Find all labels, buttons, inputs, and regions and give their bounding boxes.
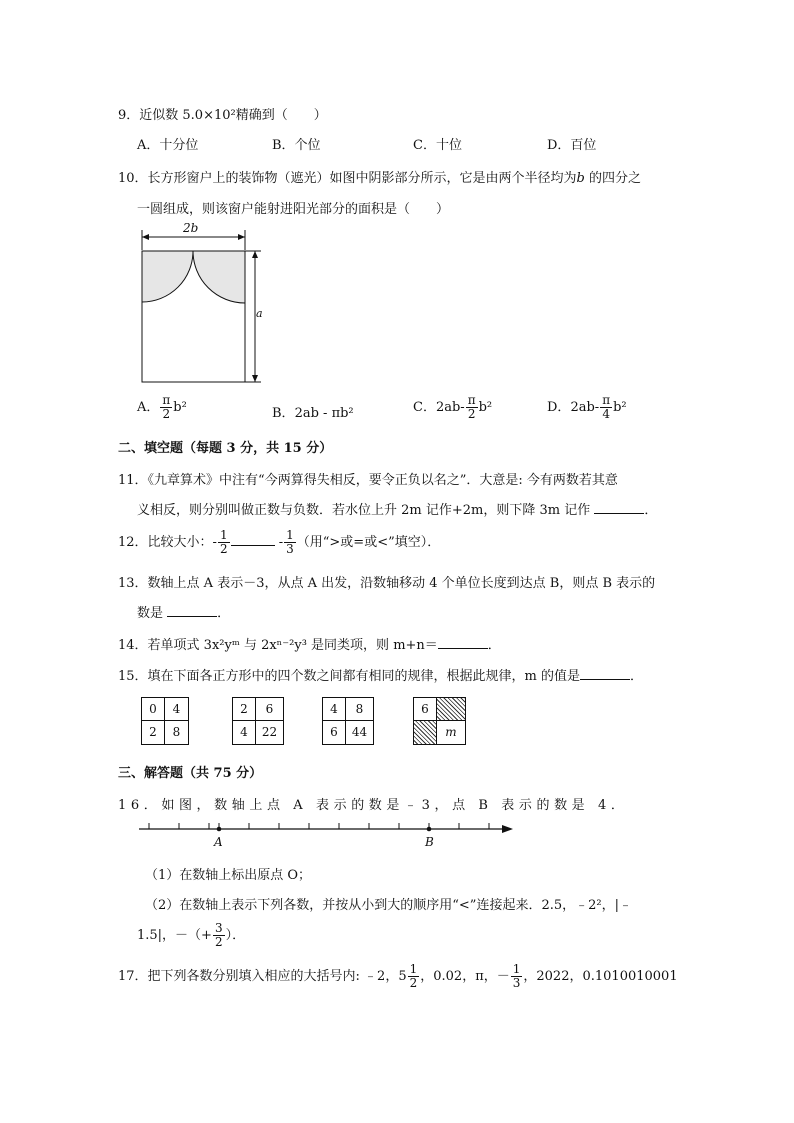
- section-3-heading: 三、解答题（共 75 分）: [118, 766, 263, 781]
- q9-option-d: D．百位: [547, 138, 597, 153]
- answer-blank-11[interactable]: [594, 503, 644, 514]
- window-figure: [130, 220, 280, 388]
- height-label: a: [256, 307, 263, 320]
- q10-option-c: C．2ab- $\frac{\pi}{2}$ b²: [413, 393, 493, 421]
- section-2-heading: 二、填空题（每题 3 分，共 15 分）: [118, 441, 333, 456]
- q9-option-c: C．十位: [413, 138, 462, 153]
- hatched-cell: [437, 698, 465, 721]
- question-13-line1: 13．数轴上点 A 表示－3，从点 A 出发，沿数轴移动 4 个单位长度到达点 B，则点 B 表示的: [118, 576, 656, 591]
- question-13-line2: 数是 ．: [137, 606, 231, 621]
- question-16-stem: 16．如图，数轴上点 A 表示的数是﹣3，点 B 表示的数是 4．: [118, 798, 629, 813]
- question-16-part2-line1: （2）在数轴上表示下列各数，并按从小到大的顺序用“<”连接起来．2.5，﹣2²，|﹣: [145, 898, 632, 913]
- question-12: 12．比较大小：- $\frac{1}{2}$ - $\frac{1}{3}$ （用“>或=或<”填空）．: [118, 528, 441, 556]
- q10-option-b: B．2ab - πb²: [272, 406, 354, 421]
- q10-option-d: D．2ab- $\frac{\pi}{4}$ b²: [547, 393, 627, 421]
- q9-option-b: B．个位: [272, 138, 321, 153]
- q10-option-a: A． $\frac{\pi}{2}$ b²: [137, 393, 187, 421]
- question-10-line2: 一圆组成，则该窗户能射进阳光部分的面积是（ ）: [137, 202, 450, 217]
- number-square-1: 0 4 2 8: [141, 697, 189, 745]
- question-16-part2-line2: 1.5|，－（+ $\frac{3}{2}$ ）．: [137, 921, 246, 949]
- point-a-dot: [217, 827, 222, 832]
- number-square-2: 2 6 4 22: [232, 697, 284, 745]
- point-b-label: B: [425, 835, 434, 849]
- answer-blank-12[interactable]: [231, 535, 275, 546]
- width-label: 2b: [183, 221, 199, 235]
- question-15: 15．填在下面各正方形中的四个数之间都有相同的规律，根据此规律，m 的值是 ．: [118, 669, 644, 684]
- question-16-part1: （1）在数轴上标出原点 O；: [145, 868, 312, 883]
- question-9-stem: 9．近似数 5.0×10²精确到（ ）: [118, 108, 327, 123]
- number-square-4: 6 m: [413, 697, 466, 745]
- hatched-cell: [414, 721, 437, 744]
- number-square-3: 4 8 6 44: [322, 697, 374, 745]
- answer-blank-13[interactable]: [167, 606, 217, 617]
- question-14: 14．若单项式 3x²yᵐ 与 2xⁿ⁻²y³ 是同类项，则 m+n＝ ．: [118, 638, 501, 653]
- point-b-dot: [427, 827, 432, 832]
- question-11-line2: 义相反，则分别叫做正数与负数．若水位上升 2m 记作+2m，则下降 3m 记作 ．: [137, 503, 658, 518]
- point-a-label: A: [214, 835, 223, 849]
- question-17: 17．把下列各数分别填入相应的大括号内: ﹣2，5 $\frac{1}{2}$ ，0.02，π，－ $\frac{1}{3}$ ，2022，0.1010010001: [118, 962, 678, 990]
- question-10-line1: 10．长方形窗户上的装饰物（遮光）如图中阴影部分所示，它是由两个半径均为b 的四分之: [118, 171, 642, 186]
- answer-blank-14[interactable]: [438, 638, 488, 649]
- answer-blank-15[interactable]: [580, 669, 630, 680]
- question-11-line1: 11．《九章算术》中注有“今两算得失相反，要令正负以名之”．大意是: 今有两数若其意: [118, 473, 618, 488]
- number-line: [135, 818, 520, 840]
- q9-option-a: A．十分位: [137, 138, 199, 153]
